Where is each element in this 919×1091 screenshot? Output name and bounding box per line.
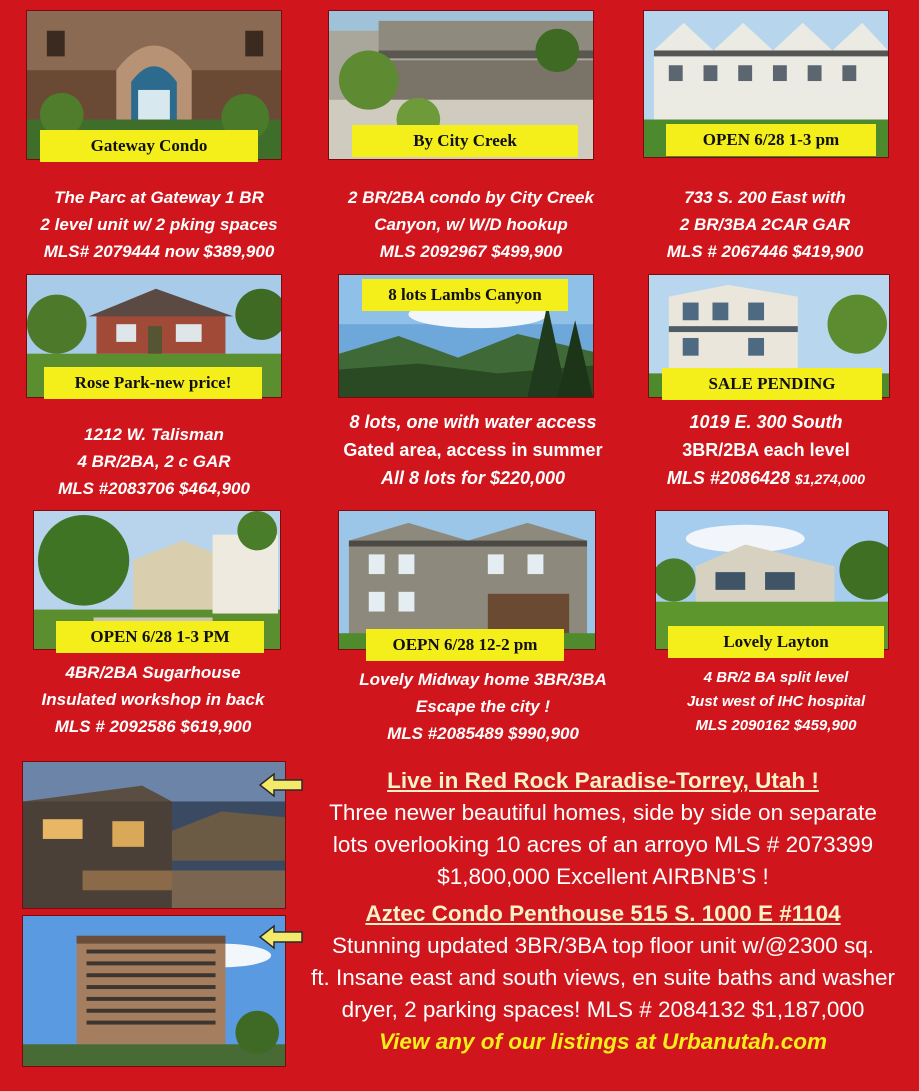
listing-tag: OPEN 6/28 1-3 PM: [56, 621, 264, 653]
aztec-promo: [290, 898, 916, 1058]
caption-line: All 8 lots for $220,000: [380, 468, 566, 488]
caption-line: 2 BR/2BA condo by City Creek: [348, 188, 594, 207]
caption-line: 2 BR/3BA 2CAR GAR: [679, 215, 851, 234]
listing-caption: [14, 184, 304, 265]
caption-line: Gated area, access in summer: [343, 440, 603, 460]
caption-line: The Parc at Gateway 1 BR: [54, 188, 264, 207]
caption-line: Lovely Midway home 3BR/3BA: [359, 670, 607, 689]
promo-line: Three newer beautiful homes, side by side on separate: [329, 800, 877, 825]
caption-line: [634, 464, 898, 493]
caption-line: 1212 W. Talisman: [84, 425, 224, 444]
caption-line: 3BR/2BA each level: [682, 440, 850, 460]
listing-tag: OEPN 6/28 12-2 pm: [366, 629, 564, 661]
listing-caption: [318, 408, 628, 492]
listing-caption: [652, 666, 900, 738]
caption-line: MLS #2085489 $990,900: [387, 724, 579, 743]
caption-line: Just west of IHC hospital: [686, 693, 866, 710]
listing-tag: OPEN 6/28 1-3 pm: [666, 124, 876, 156]
caption-line: 4 BR/2BA, 2 c GAR: [77, 452, 231, 471]
listing-caption: [630, 184, 900, 265]
caption-line: 4BR/2BA Sugarhouse: [65, 663, 241, 682]
caption-line: Escape the city !: [415, 697, 551, 716]
promo-line: lots overlooking 10 acres of an arroyo MLS # 2073399: [332, 832, 874, 857]
listing-tag: Rose Park-new price!: [44, 367, 262, 399]
caption-line: 4 BR/2 BA split level: [703, 669, 849, 686]
promo-line: ft. Insane east and south views, en suite baths and washer: [310, 965, 896, 990]
caption-line: MLS # 2067446 $419,900: [666, 242, 864, 261]
listing-caption: [634, 408, 898, 493]
listing-caption: [14, 421, 294, 502]
caption-line: Canyon, w/ W/D hookup: [374, 215, 568, 234]
caption-line: 733 S. 200 East with: [684, 188, 846, 207]
listing-photo-aztec[interactable]: [22, 915, 286, 1067]
promo-line: $1,800,000 Excellent AIRBNB’S !: [437, 864, 769, 889]
torrey-promo: [290, 765, 916, 893]
caption-line: MLS 2092967 $499,900: [379, 242, 563, 261]
caption-line: MLS 2090162 $459,900: [695, 717, 857, 734]
caption-line: 8 lots, one with water access: [349, 412, 597, 432]
listing-caption: [316, 184, 626, 265]
caption-line: MLS #2083706 $464,900: [58, 479, 250, 498]
caption-line: 2 level unit w/ 2 pking spaces: [40, 215, 278, 234]
listing-photo-torrey[interactable]: [22, 761, 286, 909]
caption-line: MLS# 2079444 now $389,900: [43, 242, 275, 261]
listing-tag: 8 lots Lambs Canyon: [362, 279, 568, 311]
caption-line: MLS # 2092586 $619,900: [54, 717, 252, 736]
listing-tag: Lovely Layton: [668, 626, 884, 658]
price: $1,274,000: [795, 471, 866, 487]
listing-tag: Gateway Condo: [40, 130, 258, 162]
torrey-heading: Live in Red Rock Paradise-Torrey, Utah !: [387, 768, 819, 793]
promo-line: dryer, 2 parking spaces! MLS # 2084132 $1,187,000: [341, 997, 865, 1022]
listing-caption: [12, 659, 294, 740]
aztec-heading: Aztec Condo Penthouse 515 S. 1000 E #1104: [365, 901, 841, 926]
listing-caption: [330, 666, 636, 747]
website-link[interactable]: View any of our listings at Urbanutah.com: [379, 1029, 827, 1054]
mls-number: MLS #2086428: [666, 468, 790, 488]
caption-line: 1019 E. 300 South: [689, 412, 843, 432]
listing-tag: By City Creek: [352, 125, 578, 157]
promo-line: Stunning updated 3BR/3BA top floor unit w/@2300 sq.: [332, 933, 874, 958]
listing-tag: SALE PENDING: [662, 368, 882, 400]
caption-line: Insulated workshop in back: [41, 690, 265, 709]
